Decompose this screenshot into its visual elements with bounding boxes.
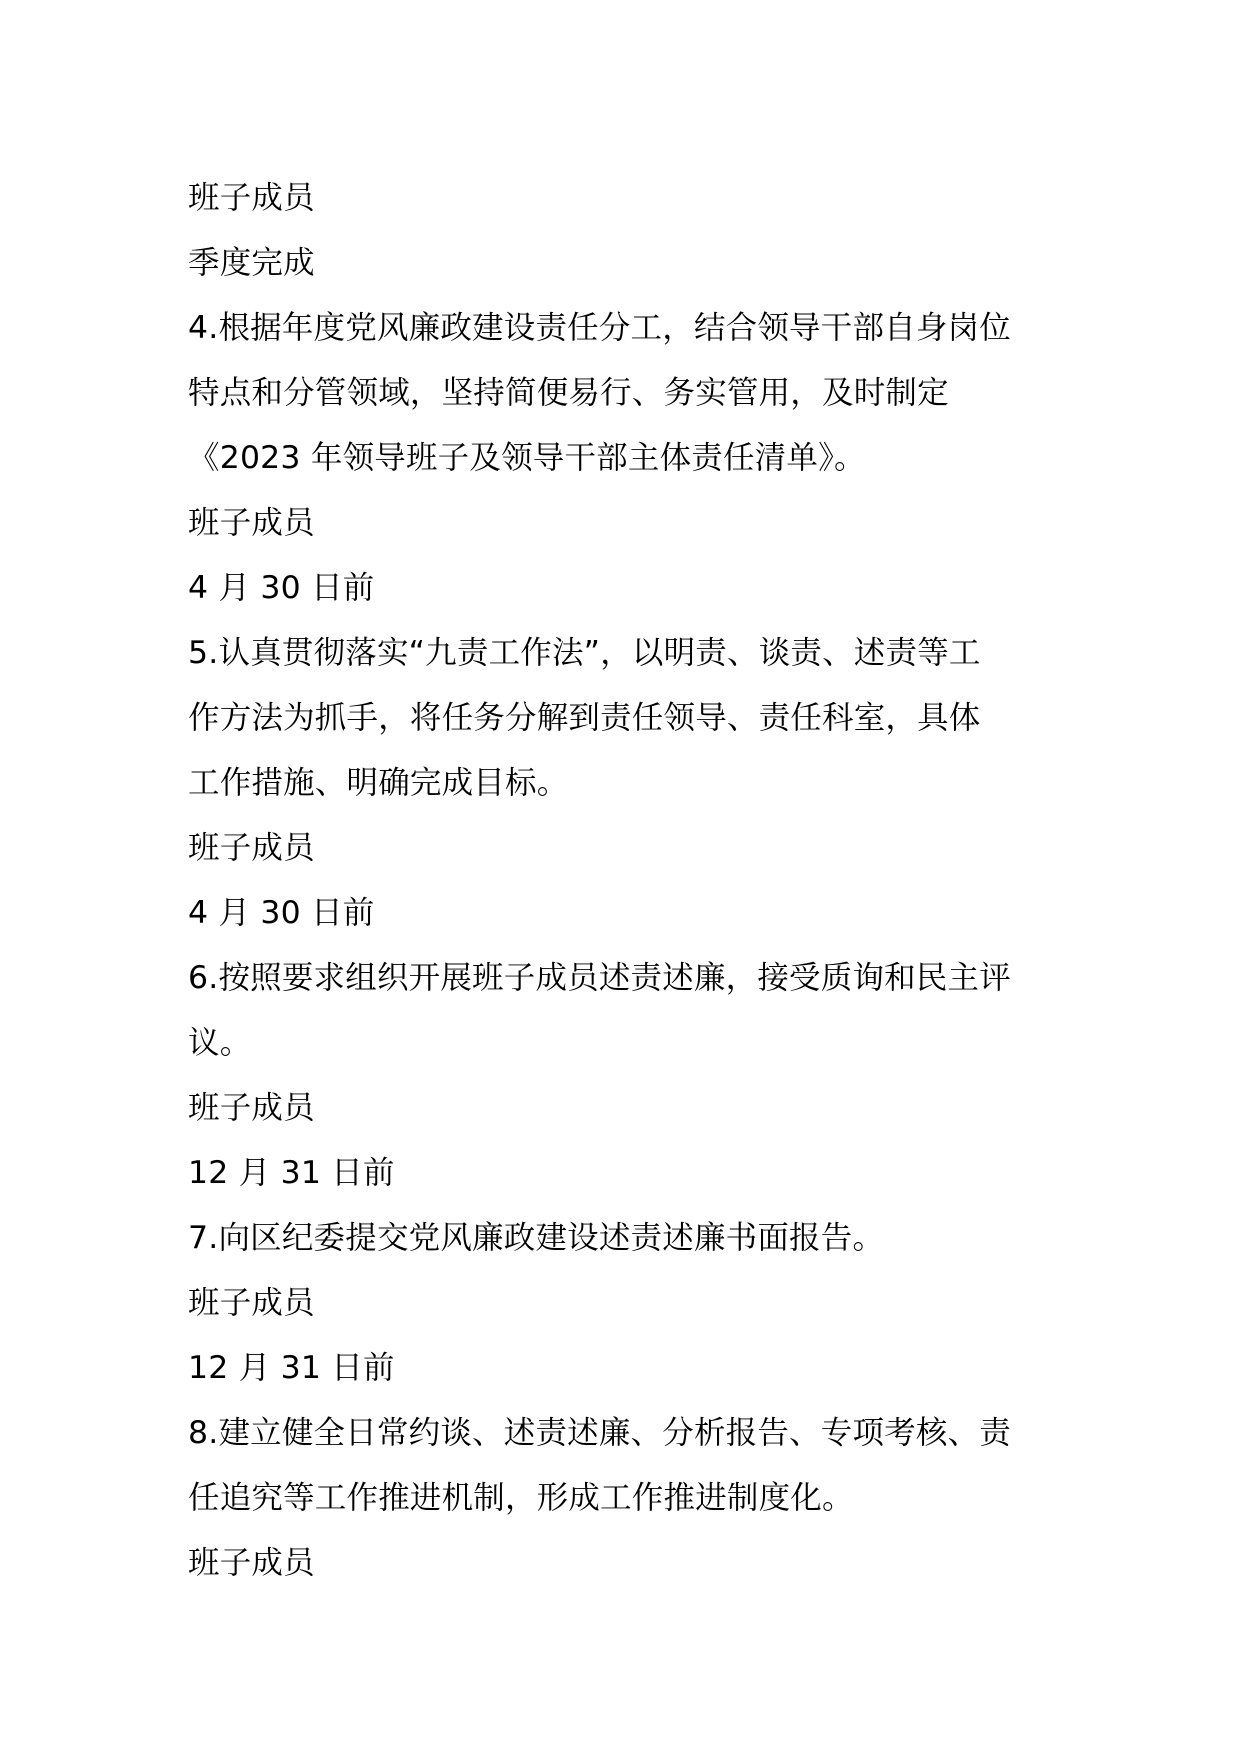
document-body (188, 166, 1068, 1596)
text-line: 班子成员 (188, 1285, 315, 1321)
text-line: 12 月 31 日前 (188, 1350, 395, 1386)
text-line: 班子成员 (188, 505, 315, 541)
text-line: 季度完成 (188, 245, 315, 281)
text-line: 7.向区纪委提交党风廉政建设述责述廉书面报告。 (188, 1220, 885, 1256)
text-line: 班子成员 (188, 180, 315, 216)
text-line: 班子成员 (188, 1545, 315, 1581)
text-line: 4 月 30 日前 (188, 895, 375, 931)
text-line: 4.根据年度党风廉政建设责任分工，结合领导干部自身岗位 (188, 310, 1011, 346)
text-line: 班子成员 (188, 830, 315, 866)
text-line: 《2023 年领导班子及领导干部主体责任清单》。 (188, 440, 866, 476)
text-line: 12 月 31 日前 (188, 1155, 395, 1191)
text-line: 议。 (188, 1025, 252, 1061)
text-line: 作方法为抓手，将任务分解到责任领导、责任科室，具体 (188, 700, 981, 736)
text-line: 4 月 30 日前 (188, 570, 375, 606)
text-line: 6.按照要求组织开展班子成员述责述廉，接受质询和民主评 (188, 960, 1011, 996)
text-line: 特点和分管领域，坚持简便易行、务实管用，及时制定 (188, 375, 949, 411)
text-line: 任追究等工作推进机制，形成工作推进制度化。 (188, 1480, 854, 1516)
text-line: 5.认真贯彻落实“九责工作法”，以明责、谈责、述责等工 (188, 635, 981, 671)
text-line: 班子成员 (188, 1090, 315, 1126)
text-line: 8.建立健全日常约谈、述责述廉、分析报告、专项考核、责 (188, 1415, 1011, 1451)
text-line: 工作措施、明确完成目标。 (188, 765, 569, 801)
